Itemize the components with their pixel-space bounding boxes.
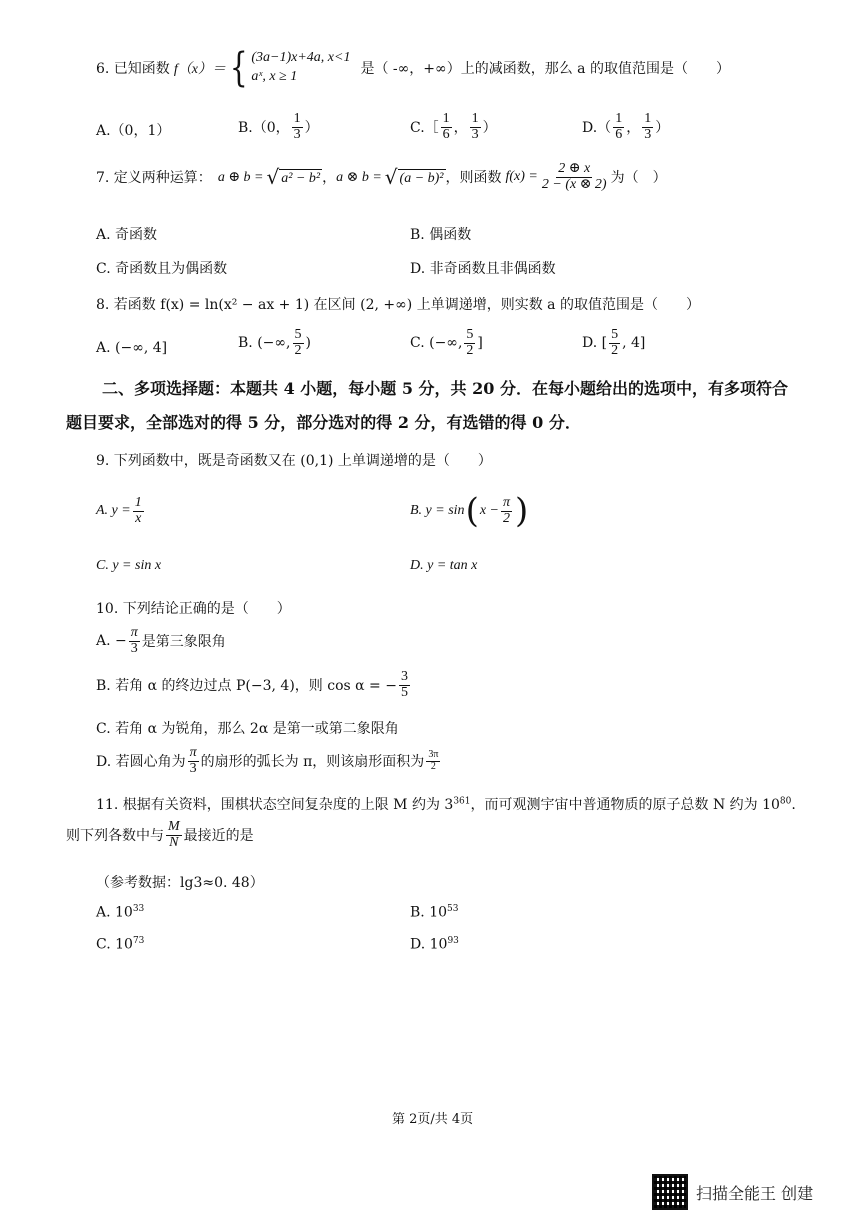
q11-d-base: D. 10 <box>410 936 448 953</box>
q6-cases <box>251 49 350 87</box>
brace-glyph: { <box>229 45 248 91</box>
q7-mid: ，则函数 <box>445 170 502 187</box>
denominator: 5 <box>400 684 408 700</box>
exponent: 53 <box>447 904 459 914</box>
denominator: 2 <box>294 342 302 358</box>
q7-option-d: D. 非奇函数且非偶函数 <box>410 261 556 277</box>
numerator: 5 <box>466 327 474 342</box>
question-6-stem <box>96 45 730 91</box>
denominator: 2 − (x ⊗ 2) <box>541 176 607 192</box>
q7-op2-left: a ⊗ b = <box>336 169 382 185</box>
left-paren-glyph: ( <box>465 491 479 531</box>
q11-line1-mid: ，而可观测宇宙中普通物质的原子总数 N 约为 10 <box>470 797 780 813</box>
radicand: (a − b)² <box>399 171 444 187</box>
q6-c-pre: C.［ <box>410 120 439 137</box>
section-2-heading-line-1: 二、多项选择题：本题共 4 小题，每小题 5 分，共 20 分．在每小题给出的选项中，有多项符合 <box>102 379 788 398</box>
exponent: 93 <box>447 936 459 946</box>
denominator: 3 <box>189 760 197 776</box>
q6-case-2: aˣ, x ≥ 1 <box>251 69 298 84</box>
q9-option-a <box>96 496 146 526</box>
exponent: 33 <box>132 904 145 914</box>
fraction <box>613 112 624 142</box>
denominator: 2 <box>430 760 436 772</box>
q6-suffix: 是（ -∞，+∞）上的减函数，那么 a 的取值范围是（ ） <box>360 61 730 77</box>
numerator: π <box>503 494 511 510</box>
denominator: 2 <box>503 510 510 526</box>
q8-option-c <box>410 328 483 358</box>
numerator: M <box>168 819 180 834</box>
q11-a-base: A. 10 <box>96 904 133 921</box>
q10-b-pre: B. 若角 α 的终边过点 P(−3, 4)，则 cos α = − <box>96 678 397 695</box>
fraction <box>399 670 410 700</box>
numerator: 1 <box>134 495 142 510</box>
numerator: 5 <box>294 327 302 342</box>
watermark-text: 扫描全能王 创建 <box>696 1183 814 1203</box>
numerator: 2 ⊕ x <box>558 161 591 176</box>
fraction <box>129 626 140 656</box>
question-10-stem: 10. 下列结论正确的是（ ） <box>96 601 291 617</box>
q10-option-a <box>96 626 226 656</box>
fraction <box>293 328 304 358</box>
q7-option-a: A. 奇函数 <box>96 227 158 243</box>
question-9-stem: 9. 下列函数中，既是奇函数又在 (0,1) 上单调递增的是（ ） <box>96 453 492 469</box>
exponent: 80 <box>779 796 792 807</box>
denominator: 3 <box>471 126 479 142</box>
fraction <box>609 328 620 358</box>
q6-option-b <box>238 112 319 142</box>
q7-option-b: B. 偶函数 <box>410 227 472 243</box>
q9-option-b <box>410 491 529 531</box>
separator: ， <box>322 170 337 187</box>
numerator: 1 <box>293 111 301 126</box>
radical-sign: √ <box>266 165 280 190</box>
fraction <box>501 496 512 526</box>
fraction <box>464 328 475 358</box>
q11-c-base: C. 10 <box>96 936 133 953</box>
q10-d-pre: D. 若圆心角为 <box>96 754 186 771</box>
exponent: 73 <box>132 936 145 946</box>
page-number: 第 2页/共 4页 <box>392 1112 474 1127</box>
sqrt-expression <box>384 165 446 190</box>
fraction <box>540 162 609 192</box>
numerator: π <box>189 745 197 760</box>
fraction <box>642 112 653 142</box>
q6-function-name: f（x）＝ <box>173 62 226 77</box>
q7-fx: f(x) = <box>505 169 538 185</box>
fraction <box>441 112 452 142</box>
q6-d-post: ） <box>655 120 670 137</box>
q8-d-post: , 4] <box>622 335 646 352</box>
q8-b-post: ) <box>305 335 311 352</box>
qr-code-icon <box>652 1174 688 1210</box>
denominator: 6 <box>442 126 450 142</box>
question-7-stem <box>96 162 667 192</box>
q8-d-pre: D. [ <box>582 335 608 352</box>
q11-b-base: B. 10 <box>410 904 448 921</box>
q6-option-a: A.（0，1） <box>96 123 171 139</box>
q6-option-c <box>410 112 497 142</box>
separator: ， <box>626 120 641 137</box>
q9-option-d: D. y = tan x <box>410 558 478 573</box>
q10-option-c: C. 若角 α 为锐角，那么 2α 是第一或第二象限角 <box>96 721 399 737</box>
exponent: 361 <box>453 796 471 807</box>
scanner-watermark <box>652 1174 813 1210</box>
fraction <box>292 112 303 142</box>
q7-op1-left: a ⊕ b = <box>217 169 264 185</box>
q11-option-d <box>410 936 459 953</box>
fraction <box>426 750 440 772</box>
q11-line2-post: 最接近的是 <box>183 828 254 845</box>
fraction <box>133 496 144 526</box>
q6-c-post: ） <box>482 120 497 137</box>
q11-option-c <box>96 936 144 953</box>
radicand: a² − b² <box>281 171 321 187</box>
q8-c-post: ] <box>477 335 483 352</box>
q8-option-a: A. (−∞, 4] <box>96 340 168 356</box>
numerator: π <box>130 625 138 640</box>
q7-suffix: 为（ ） <box>610 170 667 187</box>
q11-reference-data: （参考数据：lg3≈0. 48） <box>96 875 264 891</box>
q9-b-x: x − <box>479 503 499 518</box>
numerator: 1 <box>442 111 450 126</box>
q11-line1-pre: 11. 根据有关资料，围棋状态空间复杂度的上限 M 约为 3 <box>96 797 454 813</box>
q10-a-post: 是第三象限角 <box>141 634 226 651</box>
q6-b-pre: B.（0， <box>238 120 290 137</box>
q10-a-pre: A. − <box>96 633 127 650</box>
denominator: 3 <box>644 126 652 142</box>
sqrt-expression <box>266 165 323 190</box>
denominator: 2 <box>466 342 474 358</box>
denominator: N <box>169 834 179 850</box>
q6-b-post: ） <box>304 120 319 137</box>
numerator: 3 <box>400 669 408 684</box>
q11-line2-pre: 则下列各数中与 <box>66 828 164 845</box>
right-paren-glyph: ) <box>515 491 529 531</box>
q11-option-b <box>410 904 458 921</box>
q7-option-c: C. 奇函数且为偶函数 <box>96 261 228 277</box>
q7-prefix: 7. 定义两种运算： <box>96 170 212 187</box>
denominator: 6 <box>615 126 623 142</box>
q11-option-a <box>96 904 144 921</box>
section-2-heading-line-2: 题目要求，全部选对的得 5 分，部分选对的得 2 分，有选错的得 0 分． <box>66 413 581 432</box>
separator: ， <box>453 120 468 137</box>
numerator: 1 <box>471 111 479 126</box>
numerator: 3π <box>428 749 439 761</box>
q6-option-d <box>582 112 669 142</box>
question-8-stem: 8. 若函数 f(x) = ln(x² − ax + 1) 在区间 (2, +∞) 上单调递增，则实数 a 的取值范围是（ ） <box>96 297 700 313</box>
denominator: 2 <box>611 342 619 358</box>
question-11-line-1 <box>96 794 796 814</box>
fraction <box>166 820 182 850</box>
question-11-line-2 <box>66 820 254 850</box>
q9-b-pre: B. y = sin <box>410 503 465 518</box>
q8-c-pre: C. (−∞, <box>410 335 463 352</box>
numerator: 1 <box>615 111 623 126</box>
numerator: 1 <box>644 111 652 126</box>
denominator: 3 <box>293 126 301 142</box>
q10-d-mid: 的扇形的弧长为 π，则该扇形面积为 <box>200 754 425 771</box>
q6-d-pre: D.（ <box>582 120 612 137</box>
denominator: x <box>135 510 142 526</box>
q9-a-pre: A. y = <box>96 503 131 519</box>
fraction <box>470 112 481 142</box>
q8-option-b <box>238 328 311 358</box>
q8-option-d <box>582 328 645 358</box>
q6-case-1: (3a−1)x+4a, x<1 <box>251 50 351 66</box>
q6-piecewise <box>226 45 351 91</box>
fraction <box>188 746 199 776</box>
radical-sign: √ <box>384 165 398 190</box>
numerator: 5 <box>611 327 619 342</box>
q11-line1-post: . <box>791 797 796 813</box>
q9-option-c: C. y = sin x <box>96 558 162 573</box>
q10-option-d <box>96 746 442 776</box>
denominator: 3 <box>130 640 138 656</box>
q8-b-pre: B. (−∞, <box>238 335 291 352</box>
q6-prefix: 6. 已知函数 <box>96 61 170 77</box>
q10-option-b <box>96 670 412 700</box>
